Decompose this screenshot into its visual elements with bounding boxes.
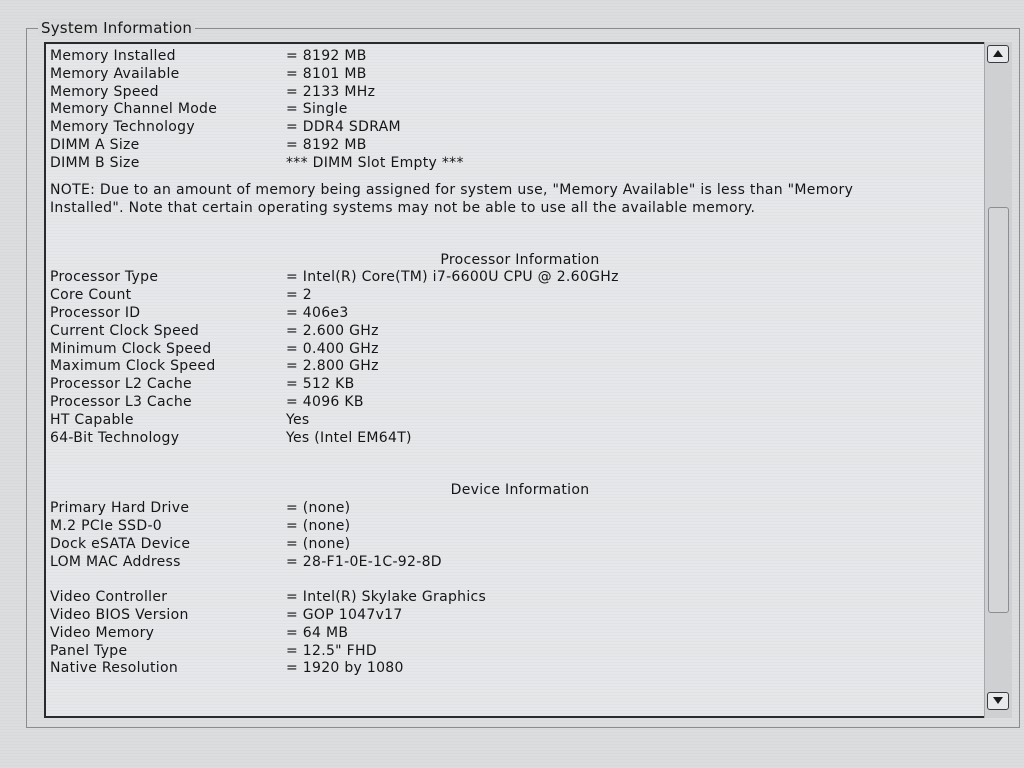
row-label: Primary Hard Drive	[50, 500, 190, 517]
scroll-down-button[interactable]	[987, 692, 1009, 710]
row-label: Processor L2 Cache	[50, 376, 192, 393]
row-value: = 1920 by 1080	[286, 660, 404, 677]
info-content	[50, 48, 978, 678]
info-row-primary-hard-drive	[50, 500, 978, 518]
info-row-processor-id	[50, 305, 978, 323]
info-row-native-resolution	[50, 660, 978, 678]
info-row-memory-available	[50, 66, 978, 84]
row-label: Memory Technology	[50, 119, 195, 136]
info-row-current-clock-speed	[50, 323, 978, 341]
row-value: Yes	[286, 411, 310, 428]
arrow-up-icon	[992, 49, 1004, 58]
row-value: = (none)	[286, 500, 351, 517]
row-label: Panel Type	[50, 642, 128, 659]
row-label: M.2 PCIe SSD-0	[50, 517, 163, 534]
row-value: = GOP 1047v17	[286, 606, 403, 623]
scroll-up-button[interactable]	[987, 45, 1009, 63]
info-row-processor-type	[50, 269, 978, 287]
row-value: Yes (Intel EM64T)	[286, 429, 412, 446]
row-label: Native Resolution	[50, 660, 179, 677]
processor-section-title: Processor Information	[440, 251, 600, 268]
row-value: = 8101 MB	[286, 65, 367, 82]
vertical-scrollbar[interactable]	[984, 42, 1012, 718]
info-row-memory-channel-mode	[50, 101, 978, 119]
info-row-video-bios-version	[50, 607, 978, 625]
row-value: = 28-F1-0E-1C-92-8D	[286, 553, 442, 570]
row-label: Memory Speed	[50, 83, 159, 100]
info-row-memory-technology	[50, 119, 978, 137]
info-row-64bit-technology	[50, 430, 978, 448]
info-row-memory-installed	[50, 48, 978, 66]
memory-note: NOTE: Due to an amount of memory being assigned for system use, "Memory Available" is less than "Memory Installed". Note that certain operating systems may not be able to use all the available memory.	[50, 181, 854, 217]
info-row-video-memory	[50, 625, 978, 643]
row-label: Processor L3 Cache	[50, 393, 192, 410]
row-label: 64-Bit Technology	[50, 429, 180, 446]
info-row-maximum-clock-speed	[50, 358, 978, 376]
row-label: Minimum Clock Speed	[50, 340, 212, 357]
group-title: System Information	[38, 19, 195, 37]
info-panel	[44, 42, 984, 718]
info-row-dimm-b-size	[50, 155, 978, 173]
row-value: = 2133 MHz	[286, 83, 376, 100]
info-row-dimm-a-size	[50, 137, 978, 155]
info-row-dock-esata	[50, 536, 978, 554]
row-value: = 406e3	[286, 304, 349, 321]
row-value: = 2	[286, 287, 312, 304]
row-label: Processor Type	[50, 269, 159, 286]
row-label: Video BIOS Version	[50, 606, 189, 623]
row-label: Dock eSATA Device	[50, 535, 191, 552]
info-row-memory-speed	[50, 84, 978, 102]
row-label: Memory Available	[50, 65, 180, 82]
info-row-core-count	[50, 287, 978, 305]
row-label: Maximum Clock Speed	[50, 358, 216, 375]
row-label: Video Controller	[50, 589, 168, 606]
row-value: = 0.400 GHz	[286, 340, 379, 357]
row-value: = 64 MB	[286, 624, 349, 641]
row-label: DIMM B Size	[50, 154, 140, 171]
arrow-down-icon	[992, 696, 1004, 705]
row-value: = Intel(R) Skylake Graphics	[286, 589, 487, 606]
row-label: Memory Channel Mode	[50, 101, 218, 118]
row-value: = (none)	[286, 517, 351, 534]
row-value: = DDR4 SDRAM	[286, 119, 401, 136]
info-row-l3-cache	[50, 394, 978, 412]
row-value: = 2.800 GHz	[286, 358, 379, 375]
row-value: = 12.5" FHD	[286, 642, 377, 659]
info-row-panel-type	[50, 643, 978, 661]
device-section-title: Device Information	[450, 482, 590, 499]
row-label: Video Memory	[50, 624, 155, 641]
info-row-minimum-clock-speed	[50, 341, 978, 359]
row-value: = 4096 KB	[286, 393, 364, 410]
row-label: Processor ID	[50, 304, 141, 321]
row-value: = 8192 MB	[286, 136, 367, 153]
row-value: *** DIMM Slot Empty ***	[286, 154, 464, 171]
info-row-m2-pcie-ssd	[50, 518, 978, 536]
row-value: = Single	[286, 101, 348, 118]
row-value: = 8192 MB	[286, 48, 367, 64]
row-label: LOM MAC Address	[50, 553, 181, 570]
scrollbar-thumb[interactable]	[988, 207, 1009, 613]
row-label: Current Clock Speed	[50, 322, 200, 339]
info-row-lom-mac-address	[50, 554, 978, 572]
row-label: DIMM A Size	[50, 136, 140, 153]
info-row-ht-capable	[50, 412, 978, 430]
row-value: = 2.600 GHz	[286, 322, 379, 339]
info-row-video-controller	[50, 589, 978, 607]
row-value: = 512 KB	[286, 376, 355, 393]
row-label: HT Capable	[50, 411, 134, 428]
row-value: = Intel(R) Core(TM) i7-6600U CPU @ 2.60GHz	[286, 269, 619, 286]
row-value: = (none)	[286, 535, 351, 552]
row-label: Core Count	[50, 287, 132, 304]
info-row-l2-cache	[50, 376, 978, 394]
row-label: Memory Installed	[50, 48, 176, 64]
